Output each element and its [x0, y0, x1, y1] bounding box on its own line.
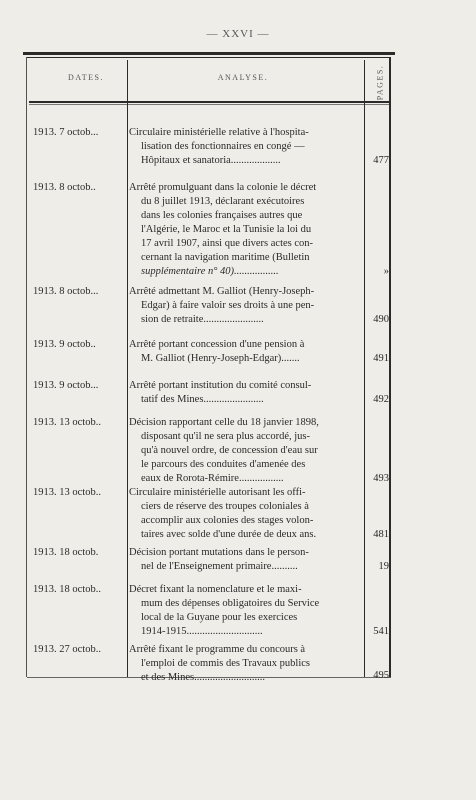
entry-line: M. Galliot (Henry-Joseph-Edgar)....... — [141, 353, 300, 364]
entry-line: du 8 juillet 1913, déclarant exécutoires — [141, 196, 305, 207]
entry-analysis — [129, 285, 361, 327]
entry-line: et des Mines........................... — [141, 672, 265, 683]
entry-date: 1913. 9 octob.. — [33, 339, 96, 350]
entry-page: 492 — [373, 394, 389, 405]
entry-date: 1913. 27 octob.. — [33, 644, 101, 655]
entry-line: qu'à nouvel ordre, de concession d'eau sur — [141, 445, 318, 456]
entry-date: 1913. 9 octob... — [33, 380, 99, 391]
left-border — [26, 57, 27, 677]
table-top-rule — [23, 52, 395, 55]
entry-page: 481 — [373, 529, 389, 540]
entry-page: » — [383, 266, 389, 277]
entry-line: cernant la navigation maritime (Bulletin — [141, 252, 310, 263]
entry-line-italic: supplémentaire n° 40)................. — [141, 266, 279, 277]
entry-line: tatif des Mines....................... — [141, 394, 264, 405]
entry-line: eaux de Rorota-Rémire................. — [141, 473, 284, 484]
entry-date: 1913. 18 octob.. — [33, 584, 101, 595]
table-top-rule-thin — [27, 57, 389, 58]
entry-line: local de la Guyane pour les exercices — [141, 612, 298, 623]
entry-date: 1913. 8 octob... — [33, 286, 99, 297]
entry-date: 1913. 13 octob.. — [33, 487, 101, 498]
entry-analysis — [129, 416, 361, 486]
entry-line: nel de l'Enseignement primaire.......... — [141, 561, 298, 572]
entry-date: 1913. 7 octob... — [33, 127, 99, 138]
entry-line: 1914-1915............................. — [141, 626, 263, 637]
entry-line: Décision portant mutations dans le person- — [129, 547, 309, 558]
entry-line — [129, 265, 361, 279]
entry-line: Arrêté admettant M. Galliot (Henry-Joseph- — [129, 286, 315, 297]
entry-page: 491 — [373, 353, 389, 364]
pages-header — [370, 64, 390, 100]
entry-line: Arrêté promulguant dans la colonie le décret — [129, 182, 317, 193]
entry-line: Arrêté fixant le programme du concours à — [129, 644, 306, 655]
entry-line: l'emploi de commis des Travaux publics — [141, 658, 311, 669]
entry-line: Arrêté portant concession d'une pension à — [129, 339, 305, 350]
entry-line: accomplir aux colonies des stages volon- — [141, 515, 314, 526]
entry-line: le parcours des conduites d'amenée des — [141, 459, 306, 470]
index-table — [23, 52, 395, 683]
entry-page: 541 — [373, 626, 389, 637]
entry-page: 19 — [378, 561, 389, 572]
entry-line: mum des dépenses obligatoires du Service — [141, 598, 320, 609]
pages-header-label: PAGES. — [375, 64, 385, 101]
pages-column-divider — [364, 60, 365, 677]
entry-analysis — [129, 643, 361, 685]
entry-date: 1913. 13 octob.. — [33, 417, 101, 428]
entry-line: 17 avril 1907, ainsi que divers actes con- — [141, 238, 314, 249]
entry-line: Décret fixant la nomenclature et le maxi- — [129, 584, 302, 595]
entry-analysis — [129, 126, 361, 168]
header-bottom-rule-thin — [29, 104, 391, 105]
entry-analysis — [129, 181, 361, 279]
entry-page: 477 — [373, 155, 389, 166]
entry-line: disposant qu'il ne sera plus accordé, jus- — [141, 431, 310, 442]
entry-page: 495 — [373, 670, 389, 681]
entry-line: sion de retraite....................... — [141, 314, 264, 325]
entry-line: ciers de réserve des troupes coloniales à — [141, 501, 309, 512]
dates-header: DATES. — [68, 73, 104, 82]
entry-line: lisation des fonctionnaires en congé — — [141, 141, 305, 152]
header-bottom-rule — [29, 101, 391, 103]
entry-page: 490 — [373, 314, 389, 325]
analyse-header: ANALYSE. — [217, 73, 269, 82]
entry-analysis — [129, 546, 361, 574]
entry-line: l'Algérie, le Maroc et la Tunisie la loi du — [141, 224, 312, 235]
entry-date: 1913. 18 octob. — [33, 547, 99, 558]
entry-analysis — [129, 338, 361, 366]
entry-line: Circulaire ministérielle relative à l'hospita- — [129, 127, 309, 138]
entry-line: Hôpitaux et sanatoria................... — [141, 155, 281, 166]
entry-date: 1913. 8 octob.. — [33, 182, 96, 193]
entry-analysis — [129, 379, 361, 407]
entry-line: Edgar) à faire valoir ses droits à une pen- — [141, 300, 315, 311]
entry-analysis — [129, 486, 361, 542]
entry-line: Circulaire ministérielle autorisant les offi- — [129, 487, 306, 498]
entry-line: Décision rapportant celle du 18 janvier 1898, — [129, 417, 319, 428]
entry-line: dans les colonies françaises autres que — [141, 210, 303, 221]
entry-line: Arrêté portant institution du comité consul- — [129, 380, 312, 391]
running-head: — XXVI — — [206, 28, 270, 40]
entry-line: taires avec solde d'une durée de deux ans. — [141, 529, 317, 540]
dates-column-divider — [127, 60, 128, 677]
right-border — [389, 57, 391, 677]
entry-analysis — [129, 583, 361, 639]
entry-page: 493 — [373, 473, 389, 484]
